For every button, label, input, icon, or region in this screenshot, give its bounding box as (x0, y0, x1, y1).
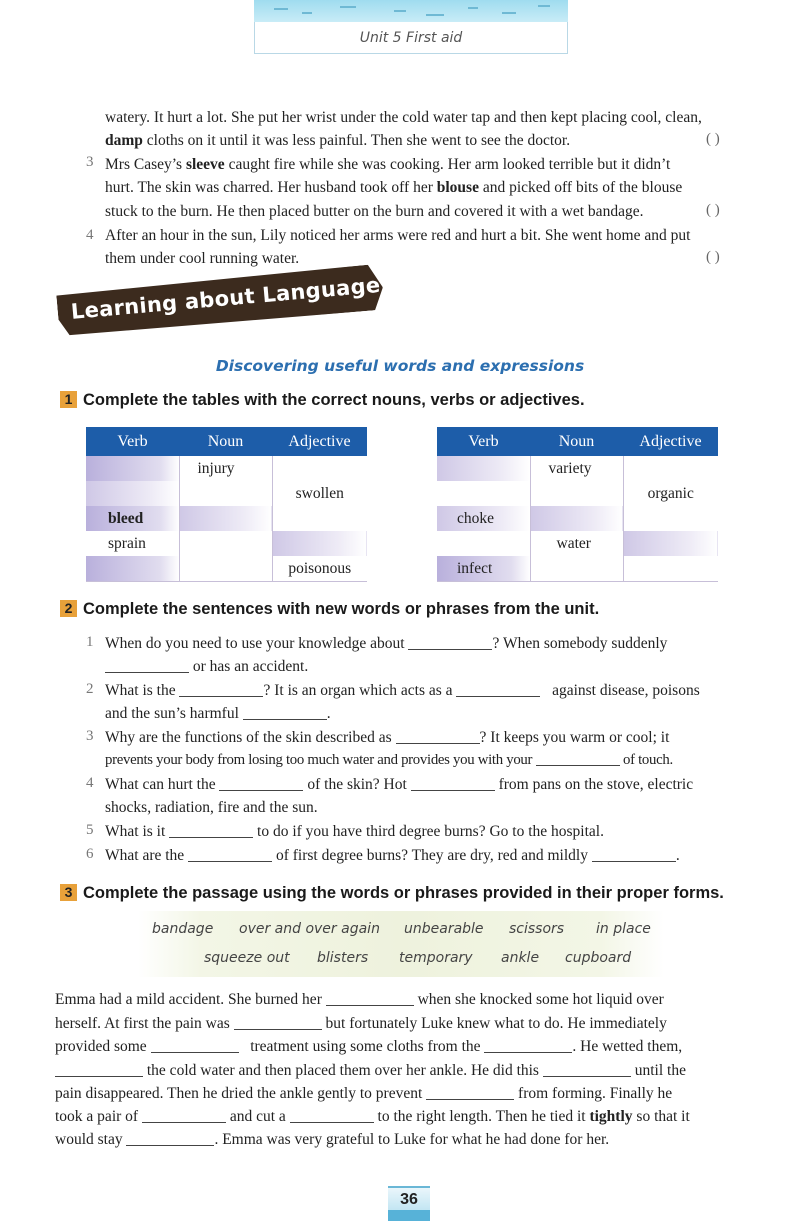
blank[interactable] (456, 682, 540, 697)
item3-line2 (105, 176, 682, 200)
table1-cell: poisonous (272, 556, 367, 582)
blank[interactable] (484, 1038, 572, 1053)
table2-row (437, 506, 718, 531)
passage-text: would stay (55, 1131, 123, 1148)
answer-paren-4: ( ) (706, 249, 720, 265)
blank[interactable] (543, 1062, 631, 1077)
s3-number: 3 (86, 728, 94, 744)
table1-cell: injury (179, 456, 272, 481)
exercise1-instruction: Complete the tables with the correct nouns, verbs or adjectives. (83, 391, 585, 409)
word-bank-item: cupboard (565, 950, 632, 966)
s1-number: 1 (86, 634, 94, 650)
table2-cell[interactable] (530, 481, 623, 506)
item4-line2: them under cool running water. (105, 250, 300, 267)
section-subtitle: Discovering useful words and expressions (215, 357, 585, 375)
word-bank-item: unbearable (404, 921, 484, 937)
table1-cell[interactable] (272, 456, 367, 481)
s1-text-a: When do you need to use your knowledge about (105, 635, 405, 652)
exercise3-number: 3 (60, 884, 77, 901)
s4-text-a: What can hurt the (105, 776, 216, 793)
s5-text-a: What is it (105, 823, 166, 840)
table1-cell[interactable] (179, 481, 272, 506)
section-banner (56, 272, 386, 344)
table2-row (437, 556, 718, 582)
table1-row (86, 531, 367, 556)
s2-text-c: against disease, poisons (552, 682, 700, 699)
item3-line2-b: and picked off bits of the blouse (478, 179, 683, 196)
passage-text: . Emma was very grateful to Luke for what he had done for her. (214, 1131, 610, 1148)
word-table-2 (437, 427, 718, 582)
item4-number: 4 (86, 227, 94, 243)
s3-text-c: prevents your body from losing too much water and provides you with your (105, 752, 533, 768)
table1-cell[interactable] (86, 481, 179, 506)
s2-text-b: ? It is an organ which acts as a (263, 682, 453, 699)
item3-line1-a: Mrs Casey’s (105, 156, 186, 173)
table1-cell[interactable] (86, 456, 179, 481)
table2-header-adjective: Adjective (623, 427, 718, 456)
word-bank-item: scissors (509, 921, 565, 937)
table1-cell[interactable] (179, 531, 272, 556)
s1-line1 (105, 632, 667, 656)
s4-text-b: of the skin? Hot (307, 776, 407, 793)
blank[interactable] (188, 847, 272, 862)
table2-cell[interactable] (623, 456, 718, 481)
exercise3-instruction: Complete the passage using the words or phrases provided in their proper forms. (83, 884, 724, 902)
table1-row (86, 456, 367, 481)
blank[interactable] (396, 729, 480, 744)
passage-text: treatment using some cloths from the (250, 1038, 481, 1055)
passage-line4 (55, 1059, 686, 1083)
table2-header-row (437, 427, 718, 456)
s1-text-c: or has an accident. (192, 658, 309, 675)
table1-cell: bleed (86, 506, 179, 531)
s1-text-b: ? When somebody suddenly (492, 635, 668, 652)
bold-word-sleeve: sleeve (185, 156, 225, 173)
exercise2-instruction: Complete the sentences with new words or phrases from the unit. (83, 600, 600, 618)
word-bank-item: squeeze out (204, 950, 290, 966)
table2-row (437, 456, 718, 481)
passage-line3 (55, 1035, 682, 1059)
passage-text: Emma had a mild accident. She burned her (55, 991, 322, 1008)
table2-header-verb: Verb (437, 427, 530, 456)
blank[interactable] (142, 1108, 226, 1123)
blank[interactable] (169, 823, 253, 838)
blank[interactable] (326, 991, 414, 1006)
passage-text: provided some (55, 1038, 147, 1055)
table1-row (86, 506, 367, 531)
s2-number: 2 (86, 681, 94, 697)
s6-text-c: . (675, 847, 680, 864)
table1-header-noun: Noun (179, 427, 272, 456)
passage-line5 (55, 1082, 672, 1106)
item2-line2-text: cloths on it until it was less painful. Then she went to see the doctor. (142, 132, 571, 149)
word-table-1 (86, 427, 367, 582)
table1-header-adjective: Adjective (272, 427, 367, 456)
table1-cell[interactable] (179, 506, 272, 531)
item2-line1: watery. It hurt a lot. She put her wrist under the cold water tap and then kept placing cool, clean, (105, 109, 702, 126)
table2-row (437, 531, 718, 556)
s4-line1 (105, 773, 693, 797)
table2-cell: infect (437, 556, 530, 582)
blank[interactable] (151, 1038, 239, 1053)
table1-cell[interactable] (272, 506, 367, 531)
table2-cell: variety (530, 456, 623, 481)
passage-line2 (55, 1012, 667, 1036)
s3-text-a: Why are the functions of the skin described as (105, 729, 392, 746)
table2-cell: water (530, 531, 623, 556)
s3-text-b: ? It keeps you warm or cool; it (479, 729, 670, 746)
passage-text: so that it (632, 1108, 690, 1125)
passage-text: until the (634, 1062, 686, 1079)
passage-text: . He wetted them, (572, 1038, 683, 1055)
word-bank-item: in place (596, 921, 651, 937)
word-bank (138, 911, 664, 977)
table2-cell[interactable] (437, 456, 530, 481)
blank[interactable] (234, 1015, 322, 1030)
table2-row (437, 481, 718, 506)
bold-word-tightly: tightly (589, 1108, 633, 1125)
word-bank-item: bandage (152, 921, 214, 937)
table2-cell[interactable] (437, 531, 530, 556)
blank[interactable] (243, 705, 327, 720)
bold-word-blouse: blouse (436, 179, 479, 196)
passage-line6 (55, 1105, 690, 1129)
page-number-bar (388, 1210, 430, 1221)
passage-text: to the right length. Then he tied it (377, 1108, 590, 1125)
table2-cell[interactable] (530, 506, 623, 531)
blank[interactable] (408, 635, 492, 650)
table2-cell: organic (647, 484, 694, 502)
header-decoration (254, 0, 568, 22)
answer-paren-2: ( ) (706, 131, 720, 147)
item2-line2 (105, 129, 570, 153)
s5-line1 (105, 820, 604, 844)
s3-line1 (105, 726, 669, 750)
s6-number: 6 (86, 846, 94, 862)
table2-cell[interactable] (623, 556, 718, 582)
passage-text: took a pair of (55, 1108, 139, 1125)
s5-text-b: to do if you have third degree burns? Go to the hospital. (257, 823, 604, 840)
word-bank-item: temporary (399, 950, 473, 966)
passage-line1 (55, 988, 664, 1012)
table1-cell[interactable] (272, 531, 367, 556)
table1-header-verb: Verb (86, 427, 179, 456)
blank[interactable] (105, 658, 189, 673)
table1-header-row (86, 427, 367, 456)
passage-text: the cold water and then placed them over her ankle. He did this (146, 1062, 539, 1079)
s1-line2 (105, 655, 308, 679)
item3-line2-a: hurt. The skin was charred. Her husband took off her (105, 179, 437, 196)
s6-line1 (105, 844, 680, 868)
passage-text: from forming. Finally he (518, 1085, 673, 1102)
word-bank-item: ankle (501, 950, 540, 966)
item3-line3: stuck to the burn. He then placed butter on the burn and covered it with a wet bandage. (105, 203, 644, 220)
blank[interactable] (55, 1062, 143, 1077)
exercise3-heading (60, 884, 724, 903)
blank[interactable] (179, 682, 263, 697)
s5-number: 5 (86, 822, 94, 838)
table2-cell: choke (437, 506, 530, 531)
blank[interactable] (411, 776, 495, 791)
answer-paren-3: ( ) (706, 202, 720, 218)
table1-row (86, 556, 367, 582)
exercise1-number: 1 (60, 391, 77, 408)
unit-title: Unit 5 First aid (359, 30, 463, 46)
blank[interactable] (426, 1085, 514, 1100)
table2-cell[interactable] (623, 531, 718, 556)
blank[interactable] (126, 1131, 214, 1146)
s4-number: 4 (86, 775, 94, 791)
table2-header-noun: Noun (530, 427, 623, 456)
table1-cell[interactable] (179, 556, 272, 582)
item3-number: 3 (86, 154, 94, 170)
passage-text: pain disappeared. Then he dried the ankle gently to prevent (55, 1085, 423, 1102)
page-number: 36 (388, 1186, 430, 1212)
passage-line7 (55, 1128, 609, 1152)
table1-row (86, 481, 367, 506)
s2-line1 (105, 679, 700, 703)
table1-cell: swollen (295, 484, 344, 502)
s6-text-a: What are the (105, 847, 185, 864)
banner-title: Learning about Language (70, 272, 382, 324)
table1-cell: sprain (86, 531, 179, 556)
s3-line2 (105, 749, 673, 773)
item3-line1-b: caught fire while she was cooking. Her arm looked terrible but it didn’t (224, 156, 671, 173)
item3-line1 (105, 153, 670, 177)
blank[interactable] (219, 776, 303, 791)
word-bank-item: over and over again (239, 921, 380, 937)
s2-text-d: and the sun’s harmful (105, 705, 239, 722)
passage-text: when she knocked some hot liquid over (417, 991, 664, 1008)
s4-line2: shocks, radiation, fire and the sun. (105, 799, 318, 816)
passage-text: but fortunately Luke knew what to do. He immediately (325, 1015, 667, 1032)
exercise1-heading (60, 391, 585, 410)
exercise2-number: 2 (60, 600, 77, 617)
blank[interactable] (290, 1108, 374, 1123)
blank[interactable] (536, 751, 620, 766)
blank[interactable] (592, 847, 676, 862)
table2-cell[interactable] (437, 481, 530, 506)
s2-text-a: What is the (105, 682, 176, 699)
bold-word-damp: damp (105, 132, 143, 149)
table2-cell[interactable] (530, 556, 623, 582)
exercise2-heading (60, 600, 599, 619)
table1-cell[interactable] (86, 556, 179, 582)
s2-text-e: . (326, 705, 331, 722)
word-bank-item: blisters (317, 950, 369, 966)
s6-text-b: of first degree burns? They are dry, red and mildly (275, 847, 588, 864)
item4-line1: After an hour in the sun, Lily noticed her arms were red and hurt a bit. She went home and put (105, 227, 691, 244)
s3-text-d: of touch. (622, 752, 673, 768)
s4-text-c: from pans on the stove, electric (498, 776, 694, 793)
unit-header (254, 22, 568, 54)
passage-text: herself. At first the pain was (55, 1015, 230, 1032)
table2-cell[interactable] (623, 506, 718, 531)
s2-line2 (105, 702, 331, 726)
passage-text: and cut a (229, 1108, 286, 1125)
